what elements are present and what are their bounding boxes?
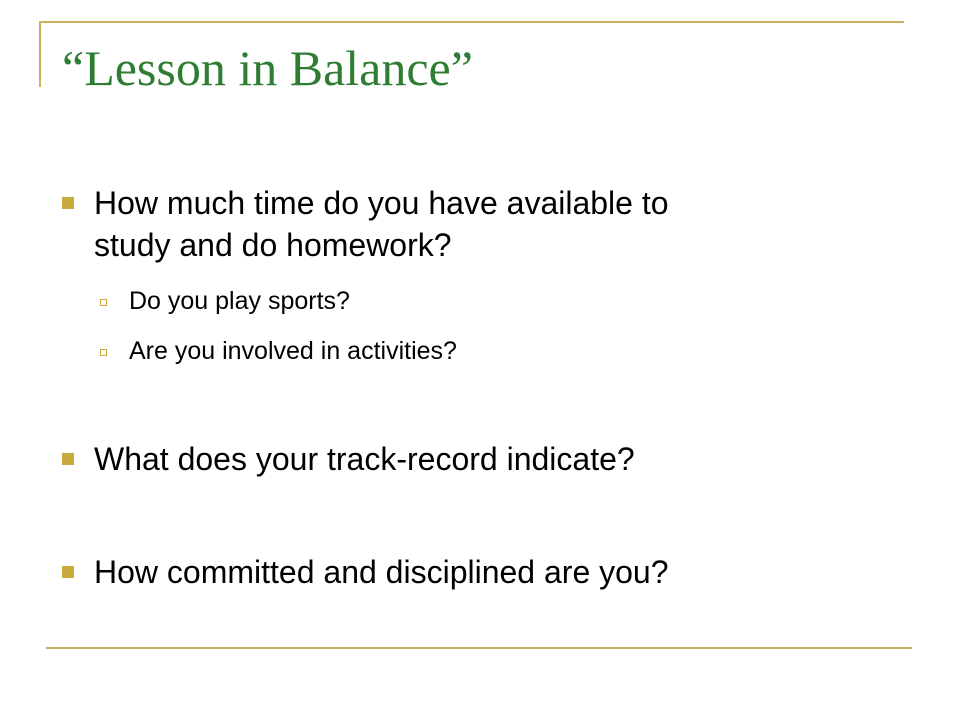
left-rule: [39, 21, 41, 87]
sub-bullet-label: Are you involved in activities?: [129, 337, 457, 365]
sub-bullet-label: Do you play sports?: [129, 287, 350, 315]
hollow-square-icon: [100, 299, 107, 306]
sub-bullet-sports: [100, 286, 800, 316]
bullet-line: What does your track-record indicate?: [94, 441, 635, 477]
filled-square-icon: [62, 566, 74, 578]
bullet-item-time-available: [62, 182, 862, 266]
top-rule: [40, 21, 904, 23]
bullet-line: How committed and disciplined are you?: [94, 554, 669, 590]
sub-bullet-activities: [100, 336, 800, 366]
bullet-line: How much time do you have available to: [94, 185, 669, 221]
filled-square-icon: [62, 197, 74, 209]
bullet-line: study and do homework?: [94, 227, 452, 263]
hollow-square-icon: [100, 349, 107, 356]
bottom-rule: [46, 647, 912, 649]
bullet-item-commitment: [62, 551, 862, 593]
slide-title: “Lesson in Balance”: [62, 40, 473, 96]
bullet-item-track-record: [62, 438, 862, 480]
filled-square-icon: [62, 453, 74, 465]
